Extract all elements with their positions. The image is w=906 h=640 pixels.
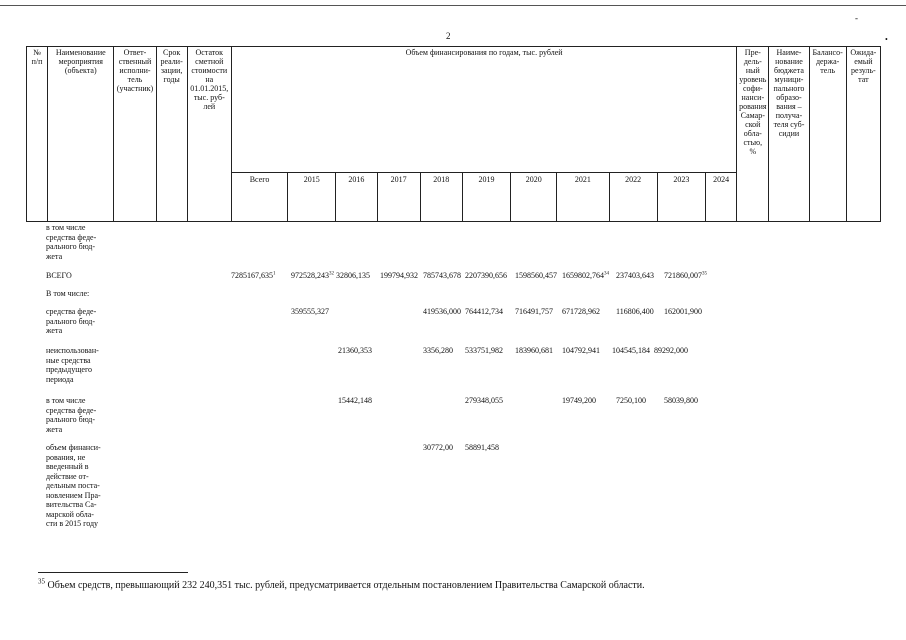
col-balance-header: Остаток сметной стоимости на 01.01.2015, тыс. руб- лей bbox=[187, 47, 231, 222]
year-header-2021: 2021 bbox=[557, 173, 609, 222]
year-header-total: Всего bbox=[231, 173, 287, 222]
row-label-total: ВСЕГО bbox=[46, 271, 72, 280]
year-header-2022: 2022 bbox=[609, 173, 657, 222]
federal-2022: 116806,400 bbox=[616, 307, 654, 316]
col-executor-header: Ответ- ственный исполни- тель (участник) bbox=[114, 47, 156, 222]
row-label-not-enacted-2015: объем финанси- рования, не введенный в действие от- дельным поста- новлением Пра- вительства Са- марской обла- сти в 2015 году bbox=[46, 443, 101, 528]
row-label-federal-funds: средства феде- рального бюд- жета bbox=[46, 307, 97, 335]
scan-dot: • bbox=[885, 35, 888, 44]
total-2019: 2207390,656 bbox=[465, 271, 507, 280]
page-number: 2 bbox=[446, 31, 451, 41]
col-name-header: Наименование мероприятия (объекта) bbox=[48, 47, 114, 222]
federal-unused-2016: 15442,148 bbox=[338, 396, 372, 405]
year-header-2016: 2016 bbox=[336, 173, 377, 222]
col-municipal-header: Наиме- нование бюджета муници- пального образо- вания – получа- теля суб- сидии bbox=[769, 47, 809, 222]
footnote-text: Объем средств, превышающий 232 240,351 тыс. рублей, предусматривается отдельным постановлением Правительства Самарской области. bbox=[47, 580, 645, 591]
total-all-years: 7285167,635$^1$ bbox=[231, 271, 276, 280]
not-enacted-2018: 30772,00 bbox=[423, 443, 453, 452]
unused-2019: 533751,982 bbox=[465, 346, 503, 355]
footnote-separator bbox=[38, 572, 188, 573]
total-2018: 785743,678 bbox=[423, 271, 461, 280]
federal-2018: 419536,000 bbox=[423, 307, 461, 316]
unused-2020: 183960,681 bbox=[515, 346, 553, 355]
row-label-including: В том числе: bbox=[46, 289, 90, 298]
federal-2021: 671728,962 bbox=[562, 307, 600, 316]
total-2017: 199794,932 bbox=[380, 271, 418, 280]
year-header-2015: 2015 bbox=[288, 173, 336, 222]
col-number-header: № п/п bbox=[27, 47, 48, 222]
federal-unused-2019: 279348,055 bbox=[465, 396, 503, 405]
year-header-2018: 2018 bbox=[420, 173, 462, 222]
federal-unused-2021: 19749,200 bbox=[562, 396, 596, 405]
total-2021: 1659802,764$^{34}$ bbox=[562, 271, 609, 280]
table-header bbox=[26, 46, 881, 222]
federal-2019: 764412,734 bbox=[465, 307, 503, 316]
unused-2022: 104545,184 bbox=[612, 346, 650, 355]
federal-2015: 359555,327 bbox=[291, 307, 329, 316]
row-label-federal-share: в том числе средства феде- рального бюд- жета bbox=[46, 223, 97, 261]
not-enacted-2019: 58891,458 bbox=[465, 443, 499, 452]
col-holder-header: Балансо- держа- тель bbox=[809, 47, 846, 222]
total-2022: 237403,643 bbox=[616, 271, 654, 280]
col-term-header: Срок реали- зации, годы bbox=[156, 47, 187, 222]
year-header-2017: 2017 bbox=[377, 173, 420, 222]
total-2016: 32806,135 bbox=[336, 271, 370, 280]
year-header-2019: 2019 bbox=[462, 173, 510, 222]
federal-unused-2023: 58039,800 bbox=[664, 396, 698, 405]
col-limit-header: Пре- дель- ный уровень софи- нанси- рования Самар- ской обла- стью, % bbox=[737, 47, 769, 222]
total-2015: 972528,243$^{32}$ bbox=[291, 271, 334, 280]
federal-2020: 716491,757 bbox=[515, 307, 553, 316]
col-result-header: Ожида- емый резуль- тат bbox=[846, 47, 880, 222]
footnote-number: 35 bbox=[38, 577, 45, 586]
top-border-line bbox=[0, 5, 906, 6]
year-header-2024: 2024 bbox=[705, 173, 736, 222]
total-2023: 721860,007$^{35}$ bbox=[664, 271, 707, 280]
unused-2023: 89292,000 bbox=[654, 346, 688, 355]
total-2020: 1598560,457 bbox=[515, 271, 557, 280]
unused-2018: 3356,280 bbox=[423, 346, 453, 355]
unused-2016: 21360,353 bbox=[338, 346, 372, 355]
row-label-unused-funds: неиспользован- ные средства предыдущего периода bbox=[46, 346, 99, 384]
federal-2023: 162001,900 bbox=[664, 307, 702, 316]
unused-2021: 104792,941 bbox=[562, 346, 600, 355]
col-funding-header: Объем финансирования по годам, тыс. рублей bbox=[231, 47, 736, 173]
footnote bbox=[38, 577, 645, 591]
year-header-2023: 2023 bbox=[657, 173, 705, 222]
year-header-2020: 2020 bbox=[511, 173, 557, 222]
scan-mark: - bbox=[855, 13, 858, 23]
federal-unused-2022: 7250,100 bbox=[616, 396, 646, 405]
row-label-federal-share-unused: в том числе средства феде- рального бюд- жета bbox=[46, 396, 97, 434]
